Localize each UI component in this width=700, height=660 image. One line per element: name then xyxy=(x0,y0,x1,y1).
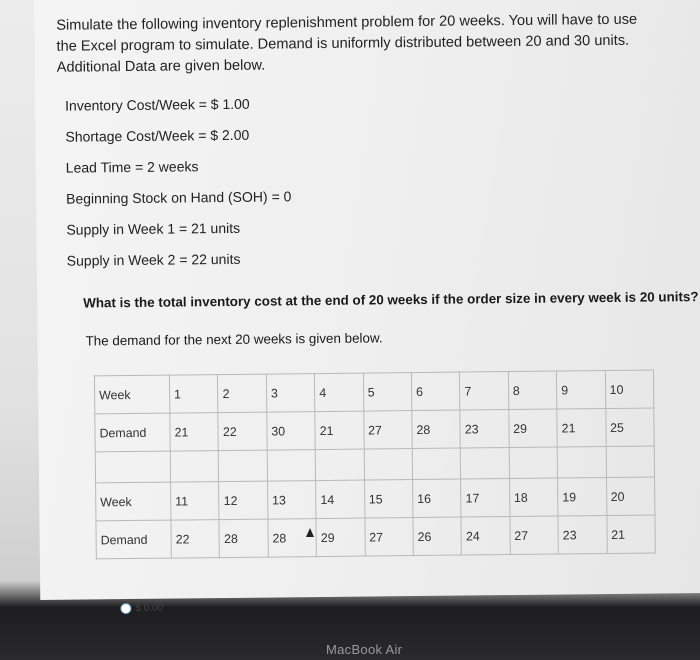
given-supply-week-2: Supply in Week 2 = 22 units xyxy=(66,250,241,269)
week-label: Week xyxy=(94,375,169,414)
week-cell: 3 xyxy=(266,374,315,413)
week-cell: 4 xyxy=(315,373,364,412)
week-cell: 8 xyxy=(508,371,557,410)
empty-cell xyxy=(364,449,413,481)
week-cell: 19 xyxy=(558,478,607,517)
week-cell: 11 xyxy=(171,482,220,521)
empty-cell xyxy=(95,451,170,483)
demand-note: The demand for the next 20 weeks is given below. xyxy=(85,330,383,349)
demand-table xyxy=(94,370,656,560)
demand-cell: 25 xyxy=(605,408,654,447)
table-row-demand-2 xyxy=(96,515,655,559)
table-row-weeks-2 xyxy=(96,477,655,521)
demand-cell: 28 xyxy=(219,519,268,558)
empty-cell xyxy=(219,450,268,482)
given-lead-time: Lead Time = 2 weeks xyxy=(65,158,199,176)
empty-cell xyxy=(315,449,364,481)
demand-cell: 22 xyxy=(218,412,267,451)
week-cell: 1 xyxy=(169,375,218,414)
empty-cell xyxy=(267,450,316,482)
empty-cell xyxy=(412,448,461,480)
empty-cell xyxy=(461,448,510,480)
week-cell: 12 xyxy=(219,481,268,520)
week-cell: 16 xyxy=(412,479,461,518)
week-cell: 13 xyxy=(267,481,316,520)
empty-cell xyxy=(170,451,219,483)
week-cell: 14 xyxy=(316,480,365,519)
answer-option-label: $ 0.00 xyxy=(135,602,164,614)
problem-intro: Simulate the following inventory replenishment problem for 20 weeks. You will have to use the Excel program to simulate. Demand is uniformly distributed between 20 and 30 units. Additional Data are given below. xyxy=(56,11,638,76)
week-cell: 10 xyxy=(605,370,654,409)
demand-cell: 29 xyxy=(316,518,365,557)
given-inventory-cost: Inventory Cost/Week = $ 1.00 xyxy=(65,95,250,114)
demand-cell: 29 xyxy=(509,409,558,448)
device-label: MacBook Air xyxy=(326,642,403,657)
week-cell: 18 xyxy=(509,478,558,517)
question-page xyxy=(34,0,700,614)
given-supply-week-1: Supply in Week 1 = 21 units xyxy=(66,219,241,238)
demand-cell: 23 xyxy=(558,516,607,555)
table-row-demand-1 xyxy=(95,408,654,452)
table-row-weeks-1 xyxy=(94,370,653,414)
empty-cell xyxy=(557,447,606,479)
demand-cell: 27 xyxy=(510,516,559,555)
week-cell: 9 xyxy=(557,371,606,410)
answer-option-1[interactable] xyxy=(120,603,163,614)
demand-cell: 21 xyxy=(557,409,606,448)
week-cell: 20 xyxy=(606,477,655,516)
radio-button[interactable] xyxy=(120,603,131,614)
demand-label: Demand xyxy=(96,520,171,559)
demand-label: Demand xyxy=(95,413,170,452)
week-cell: 17 xyxy=(461,479,510,518)
demand-cell: 27 xyxy=(365,518,414,557)
week-cell: 15 xyxy=(364,480,413,519)
demand-cell: 28 xyxy=(268,519,317,558)
week-cell: 5 xyxy=(363,373,412,412)
demand-cell: 24 xyxy=(461,517,510,556)
demand-cell: 21 xyxy=(170,413,219,452)
empty-cell xyxy=(509,447,558,479)
demand-cell: 27 xyxy=(363,411,412,450)
given-beginning-stock: Beginning Stock on Hand (SOH) = 0 xyxy=(65,188,292,207)
mouse-cursor-icon xyxy=(306,528,314,537)
demand-cell: 30 xyxy=(267,412,316,451)
question-text: What is the total inventory cost at the end of 20 weeks if the order size in every week is 20 units? xyxy=(83,289,699,311)
demand-cell: 21 xyxy=(606,515,655,554)
empty-cell xyxy=(606,446,655,478)
demand-cell: 21 xyxy=(315,411,364,450)
demand-cell: 23 xyxy=(460,410,509,449)
demand-cell: 22 xyxy=(171,520,220,559)
week-label: Week xyxy=(96,482,171,521)
week-cell: 6 xyxy=(411,372,460,411)
demand-cell: 28 xyxy=(412,410,461,449)
demand-cell: 26 xyxy=(413,517,462,556)
week-cell: 7 xyxy=(460,372,509,411)
given-shortage-cost: Shortage Cost/Week = $ 2.00 xyxy=(65,126,250,145)
week-cell: 2 xyxy=(218,374,267,413)
